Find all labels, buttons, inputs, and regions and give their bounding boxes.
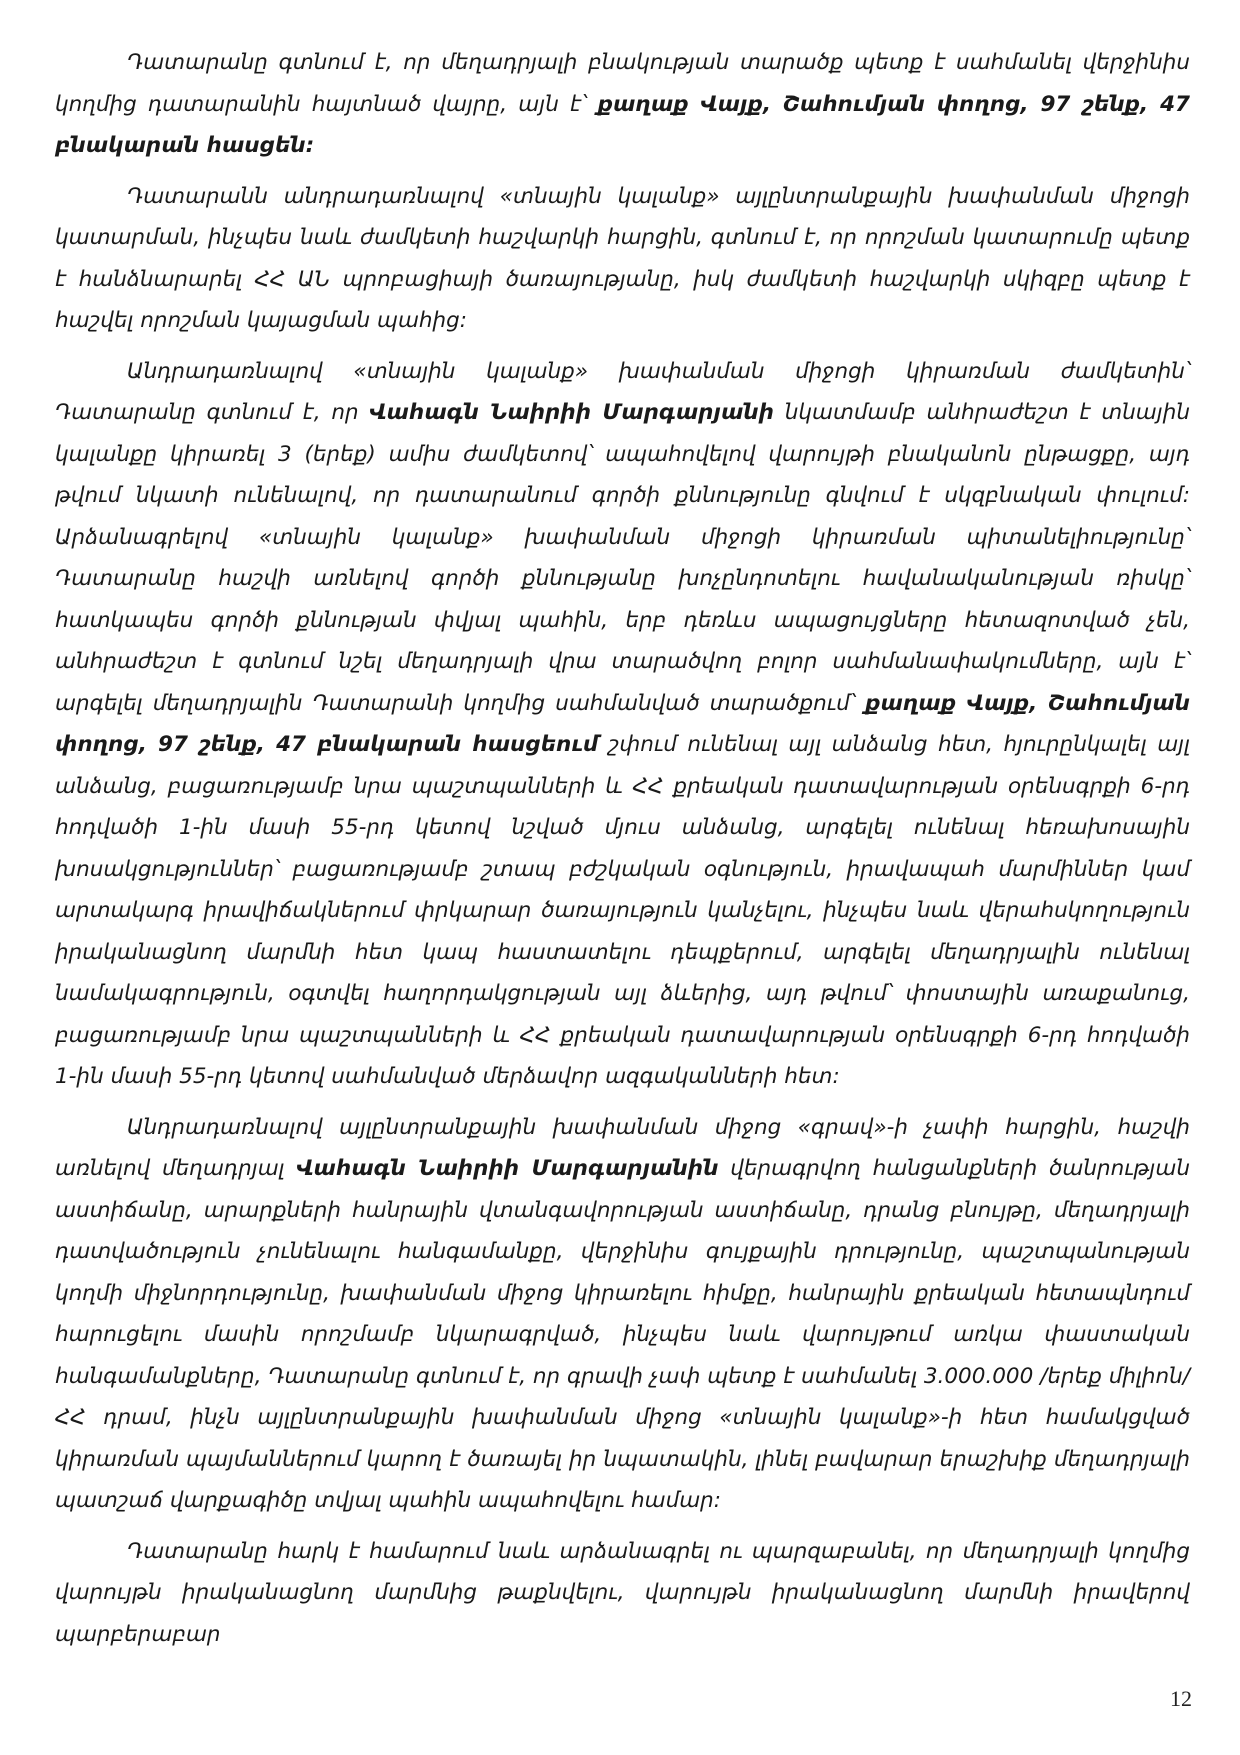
bold-text-run: Վահագն Նաիրիի Մարգարյանին (296, 1156, 719, 1181)
text-run: Անդրադառնալով «տնային կալանք» խափանման միջոցի կիրառման ժամկետին՝ Դատարանը գտնում է, որ (55, 358, 1190, 425)
bold-text-run: քաղաք Վայք, Շահումյան փողոց, 97 շենք, 47 բնակարան հասցեում (55, 690, 1190, 757)
text-run: Դատարանը հարկ է համարում նաև արձանագրել ու պարզաբանել, որ մեղադրյալի կողմից վարույթն իրականացնող մարմնից թաքնվելու, վարույթն իրականացնող մարմնի իրավերով պարբերաբար (55, 1538, 1190, 1647)
page-number: 12 (1170, 1686, 1192, 1711)
text-run: Անդրադառնալով այլընտրանքային խափանման միջոց «գրավ»-ի չափի հարցին, հաշվի առնելով մեղադրյալ (55, 1114, 1190, 1181)
text-run: նկատմամբ անհրաժեշտ է տնային կալանքը կիրառել 3 (երեք) ամիս ժամկետով՝ ապահովելով վարույթի բնականոն ընթացքը, այդ թվում նկատի ունենալով, որ դատարանում գործի քննությունը գնվում է սկզբնական փուլում: Արձանագրելով «տնային կալանք» խափանման միջոցի կիրառման պիտանելիությունը՝ Դատարանը հաշվի առնելով գործի քննությանը խոչընդոտելու հավանականության ռիսկը՝ հատկապես գործի քննության փվյալ պահին, երբ դեռևս ապացույցները հետազոտված չեն, անհրաժեշտ է գտնում նշել մեղադրյալի վրա տարածվող բոլոր սահմանափակումները, այն է՝ արգելել մեղադրյալին Դատարանի կողմից սահմանված տարածքում՝ (55, 400, 1190, 716)
bold-text-run: քաղաք Վայք, Շահումյան փողոց, 97 շենք, 47 բնակարան հասցեն: (55, 91, 1190, 158)
text-run: Դատարանը գտնում է, որ մեղադրյալի բնակության տարածք պետք է սահմանել վերջինիս կողմից դատարանին հայտնած վայրը, այն է՝ (55, 50, 1190, 117)
paragraph (55, 351, 1190, 1098)
paragraph (55, 176, 1190, 342)
paragraph (55, 1107, 1190, 1522)
text-run: շփում ունենալ այլ անձանց հետ, հյուրընկալել այլ անձանց, բացառությամբ նրա պաշտպանների և ՀՀ քրեական դատավարության օրենսգրքի 6-րդ հոդվածի 1-ին մասի 55-րդ կետով նշված մյուս անձանց, արգելել ունենալ հեռախոսային խոսակցություններ՝ բացառությամբ շտապ բժշկական օգնություն, իրավապահ մարմիններ կամ արտակարգ իրավիճակներում փրկարար ծառայություն կանչելու, ինչպես նաև վերահսկողություն իրականացնող մարմնի հետ կապ հաստատելու դեպքերում, արգելել մեղադրյալին ունենալ նամակագրություն, օգտվել հաղորդակցության այլ ձևերից, այդ թվում՝ փոստային առաքանուց, բացառությամբ նրա պաշտպանների և ՀՀ քրեական դատավարության օրենսգրքի 6-րդ հոդվածի 1-ին մասի 55-րդ կետով սահմանված մերձավոր ազգականների հետ: (55, 732, 1190, 1089)
text-run: Դատարանն անդրադառնալով «տնային կալանք» այլընտրանքային խափանման միջոցի կատարման, ինչպես նաև ժամկետի հաշվարկի հարցին, գտնում է, որ որոշման կատարումը պետք է հանձնարարել ՀՀ ԱՆ պրոբացիայի ծառայությանը, իսկ ժամկետի հաշվարկի սկիզբը պետք է հաշվել որոշման կայացման պահից: (55, 183, 1190, 333)
text-run: վերագրվող հանցանքների ծանրության աստիճանը, արարքների հանրային վտանգավորության աստիճանը, դրանց բնույթը, մեղադրյալի դատվածություն չունենալու հանգամանքը, վերջինիս գույքային դրությունը, պաշտպանության կողմի միջնորդությունը, խափանման միջոց կիրառելու հիմքը, հանրային քրեական հետապնդում հարուցելու մասին որոշմամբ նկարագրված, ինչպես նաև վարույթում առկա փաստական հանգամանքները, Դատարանը գտնում է, որ գրավի չափ պետք է սահմանել 3.000.000 /երեք միլիոն/ ՀՀ դրամ, ինչն այլընտրանքային խափանման միջոց «տնային կալանք»-ի հետ համակցված կիրառման պայմաններում կարող է ծառայել իր նպատակին, լինել բավարար երաշխիք մեղադրյալի պատշաճ վարքագիծը տվյալ պահին ապահովելու համար: (55, 1156, 1190, 1513)
paragraph (55, 1531, 1190, 1656)
document-body (55, 42, 1190, 1655)
paragraph (55, 42, 1190, 167)
bold-text-run: Վահագն Նաիրիի Մարգարյանի (369, 400, 774, 425)
